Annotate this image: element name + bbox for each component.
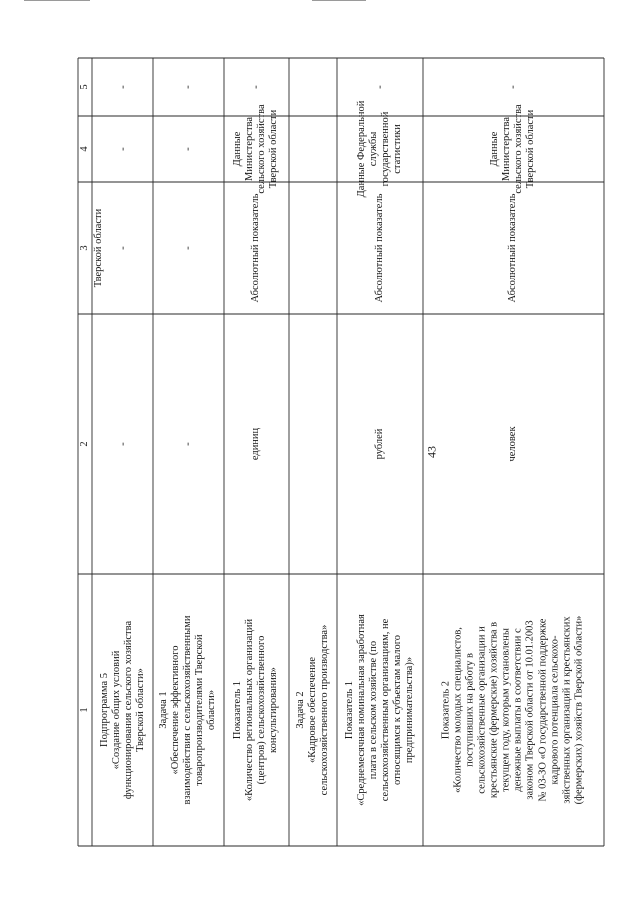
row-6-source: Данные Министерства сельского хозяйства Тверской области bbox=[488, 104, 537, 194]
row-6-method: Абсолютный показатель bbox=[506, 193, 518, 303]
row-1-unit: - bbox=[116, 442, 129, 446]
col-header-1: 1 bbox=[78, 707, 90, 713]
row-6-unit: человек bbox=[506, 426, 518, 462]
col-header-2: 2 bbox=[78, 441, 90, 447]
row-1-method: - bbox=[116, 246, 129, 250]
row-3-text: Показатель 1 «Количество региональных организаций (центров) сельскохозяйственного консультирования» bbox=[231, 618, 280, 802]
row-2-text: Задача 1 «Обеспечение эффективного взаимодействия с сельскохозяйственными товаропроизводителями Тверской области» bbox=[157, 615, 218, 805]
row-5-method: Абсолютный показатель bbox=[373, 193, 385, 303]
row-3-unit: единиц bbox=[249, 427, 261, 461]
row-5-note: - bbox=[373, 85, 386, 89]
row-3-source: Данные Министерства сельского хозяйства Тверской области bbox=[231, 104, 280, 194]
row-2-unit: - bbox=[181, 442, 194, 446]
row-3-method: Абсолютный показатель bbox=[249, 193, 261, 303]
row-1-note: - bbox=[116, 85, 129, 89]
col-header-4: 4 bbox=[78, 146, 90, 152]
row-2-note: - bbox=[181, 85, 194, 89]
row-6-note: - bbox=[506, 85, 519, 89]
col-header-3: 3 bbox=[78, 245, 90, 251]
row-5-unit: рублей bbox=[373, 428, 385, 460]
col-header-5: 5 bbox=[78, 84, 90, 90]
row-6-text: Показатель 2 «Количество молодых специалистов, поступивших на работу в сельскохозяйственные организации и крестьянские (фермерские) хозяйства в текущем году, которым установлены денежные выплаты в соответствии с законом Тверской области от 10.01.2003 № 03-ЗО «О государственной поддержке кадрового потенциала сельскохо- зяйственных организаций и крестьянских (фермерских) хозяйств Тверской области» bbox=[440, 615, 585, 805]
row-4-text: Задача 2 «Кадровое обеспечение сельскохозяйственного производства» bbox=[294, 624, 331, 796]
row-1-source: - bbox=[116, 147, 129, 151]
continued-text: Тверской области bbox=[92, 208, 104, 288]
row-5-source: Данные Федеральной службы государственной статистики bbox=[355, 100, 404, 198]
row-2-method: - bbox=[181, 246, 194, 250]
row-2-source: - bbox=[181, 147, 194, 151]
row-1-text: Подпрограмма 5 «Создание общих условий функционирования сельского хозяйства Тверской области» bbox=[98, 620, 147, 800]
row-3-note: - bbox=[249, 85, 262, 89]
row-5-text: Показатель 1 «Среднемесячная номинальная заработная плата в сельском хозяйстве (по сельскохозяйственным организациям, не относящимся к субъектам малого предпринимательства)» bbox=[343, 614, 416, 806]
page-number: 43 bbox=[424, 446, 439, 458]
